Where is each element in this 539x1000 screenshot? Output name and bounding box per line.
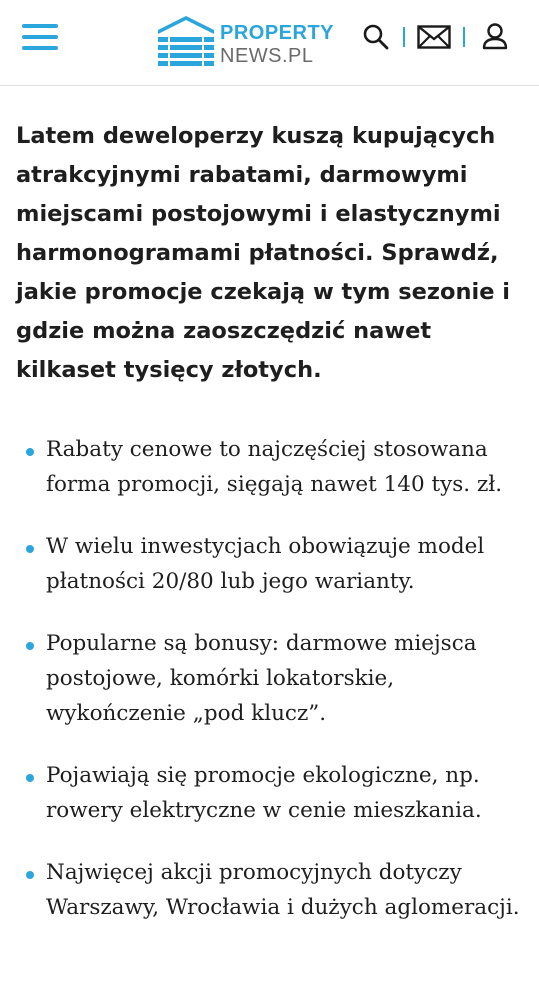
- logo-building-icon: [156, 12, 216, 66]
- article-lead: Latem deweloperzy kuszą kupujących atrakcyjnymi rabatami, darmowymi miejscami postojowymi i elastycznymi harmonogramami płatności. Sprawdź, jakie promocje czekają w tym sezonie i gdzie można zaoszczędzić nawet kilkaset tysięcy złotych.: [16, 123, 511, 383]
- bullet-icon: [26, 448, 34, 456]
- bullet-icon: [26, 642, 34, 650]
- bullet-icon: [26, 545, 34, 553]
- list-item: [0, 758, 539, 828]
- list-item-text: Popularne są bonusy: darmowe miejsca postojowe, komórki lokatorskie, wykończenie „pod klucz”.: [46, 631, 477, 726]
- bullet-icon: [26, 871, 34, 879]
- list-item-text: Pojawiają się promocje ekologiczne, np. rowery elektryczne w cenie mieszkania.: [46, 763, 482, 823]
- list-item-text: Rabaty cenowe to najczęściej stosowana forma promocji, sięgają nawet 140 tys. zł.: [46, 437, 503, 497]
- logo-text-property: PROPERTY: [220, 22, 335, 44]
- search-icon[interactable]: [362, 22, 390, 57]
- header-separator: [463, 27, 465, 47]
- logo-text-news: NEWS.PL: [220, 45, 314, 67]
- list-item: [0, 529, 539, 599]
- list-item-text: W wielu inwestycjach obowiązuje model płatności 20/80 lub jego warianty.: [46, 534, 485, 594]
- header-separator: [403, 27, 405, 47]
- mail-icon[interactable]: [417, 25, 451, 54]
- list-item-text: Najwięcej akcji promocyjnych dotyczy Warszawy, Wrocławia i dużych aglomeracji.: [46, 860, 520, 920]
- list-item: [0, 855, 539, 925]
- site-logo[interactable]: [156, 12, 336, 68]
- article-summary-list: [0, 432, 539, 952]
- menu-icon[interactable]: [22, 24, 58, 50]
- site-header: [0, 0, 539, 86]
- list-item: [0, 626, 539, 731]
- list-item: [0, 432, 539, 502]
- bullet-icon: [26, 774, 34, 782]
- user-icon[interactable]: [481, 22, 509, 57]
